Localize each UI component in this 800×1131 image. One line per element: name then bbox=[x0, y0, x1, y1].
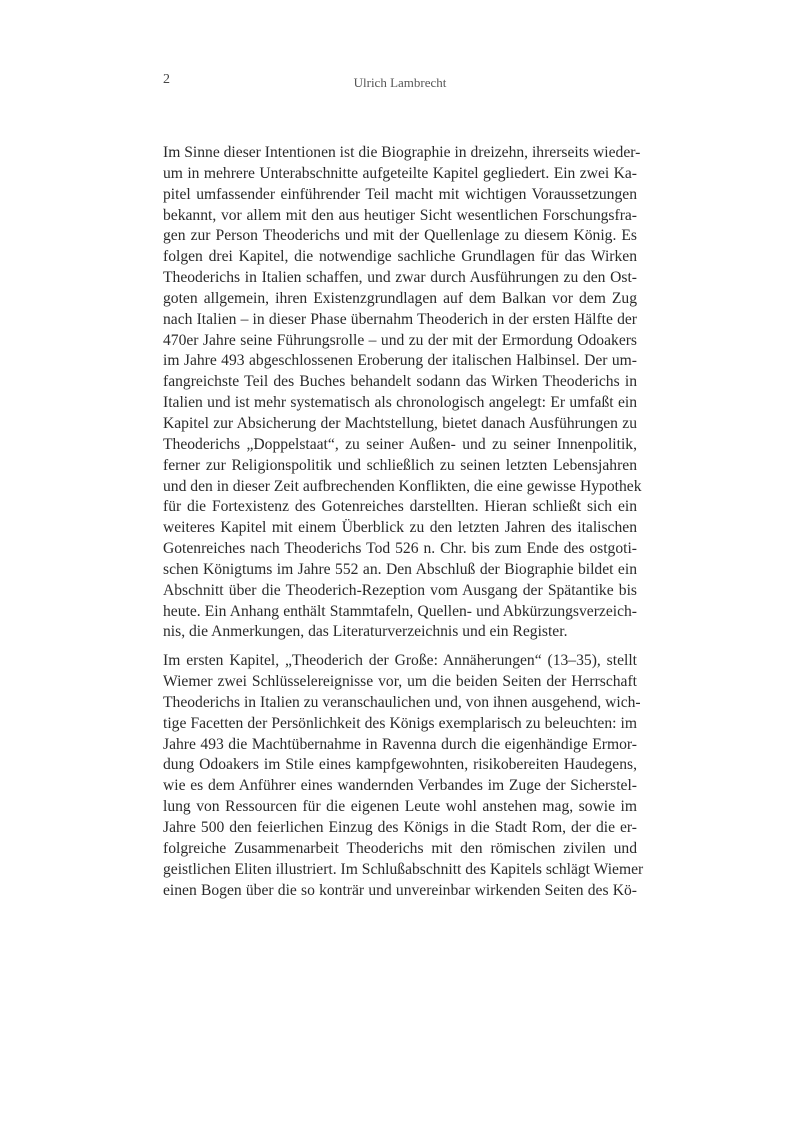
text-line: dung Odoakers im Stile eines kampfgewohnten, risikobereiten Haudegens, bbox=[163, 756, 637, 774]
text-line: folgreiche Zusammenarbeit Theoderichs mit den römischen zivilen und bbox=[163, 839, 637, 857]
text-line: nach Italien – in dieser Phase übernahm Theoderich in der ersten Hälfte der bbox=[163, 310, 637, 328]
text-line: 470er Jahre seine Führungsrolle – und zu der mit der Ermordung Odoakers bbox=[163, 331, 637, 349]
running-head-author: Ulrich Lambrecht bbox=[353, 75, 447, 90]
text-line: bekannt, vor allem mit den aus heutiger Sicht wesentlichen Forschungsfra- bbox=[163, 206, 637, 224]
text-line: folgen drei Kapitel, die notwendige sachliche Grundlagen für das Wirken bbox=[163, 248, 637, 266]
text-line: und den in dieser Zeit aufbrechenden Konflikten, die eine gewisse Hypothek bbox=[163, 477, 642, 495]
text-line: Italien und ist mehr systematisch als chronologisch angelegt: Er umfaßt ein bbox=[163, 394, 637, 412]
paragraph-first-chapter bbox=[163, 651, 644, 901]
text-line: lung von Ressourcen für die eigenen Leute wohl anstehen mag, sowie im bbox=[163, 798, 637, 816]
text-line: für die Fortexistenz des Gotenreiches darstellten. Hieran schließt sich ein bbox=[163, 498, 637, 516]
text-line: Gotenreiches nach Theoderichs Tod 526 n. Chr. bis zum Ende des ostgoti- bbox=[163, 540, 637, 558]
text-line: wie es dem Anführer eines wandernden Verbandes im Zuge der Sicherstel- bbox=[163, 777, 637, 795]
text-line: fangreichste Teil des Buches behandelt sodann das Wirken Theoderichs in bbox=[163, 373, 637, 391]
text-line: pitel umfassender einführender Teil macht mit wichtigen Voraussetzungen bbox=[163, 185, 637, 203]
text-line: geistlichen Eliten illustriert. Im Schlußabschnitt des Kapitels schlägt Wiemer bbox=[163, 860, 644, 878]
text-line: tige Facetten der Persönlichkeit des Königs exemplarisch zu beleuchten: im bbox=[163, 714, 637, 732]
text-line: goten allgemein, ihren Existenzgrundlagen auf dem Balkan vor dem Zug bbox=[163, 289, 637, 307]
body-text bbox=[163, 143, 644, 901]
text-line: nis, die Anmerkungen, das Literaturverzeichnis und ein Register. bbox=[163, 623, 568, 641]
text-line: Kapitel zur Absicherung der Machtstellung, bietet danach Ausführungen zu bbox=[163, 414, 637, 432]
text-line: schen Königtums im Jahre 552 an. Den Abschluß der Biographie bildet ein bbox=[163, 560, 637, 578]
text-line: Im Sinne dieser Intentionen ist die Biographie in dreizehn, ihrerseits wieder- bbox=[163, 144, 641, 161]
page-number: 2 bbox=[163, 72, 170, 87]
text-line: Theoderichs „Doppelstaat“, zu seiner Außen- und zu seiner Innenpolitik, bbox=[163, 435, 637, 453]
text-line: Abschnitt über die Theoderich-Rezeption vom Ausgang der Spätantike bis bbox=[163, 581, 637, 599]
text-line: gen zur Person Theoderichs und mit der Quellenlage zu diesem König. Es bbox=[163, 227, 637, 245]
text-line: Wiemer zwei Schlüsselereignisse vor, um die beiden Seiten der Herrschaft bbox=[163, 673, 637, 691]
text-line: Jahre 500 den feierlichen Einzug des Königs in die Stadt Rom, der die er- bbox=[163, 819, 637, 836]
text-line: heute. Ein Anhang enthält Stammtafeln, Quellen- und Abkürzungsverzeich- bbox=[163, 602, 637, 620]
text-line: Jahre 493 die Machtübernahme in Ravenna durch die eigenhändige Ermor- bbox=[163, 735, 637, 753]
text-line: um in mehrere Unterabschnitte aufgeteilte Kapitel gegliedert. Ein zwei Ka- bbox=[163, 164, 637, 182]
paragraph-chapter-overview bbox=[163, 143, 642, 643]
text-line: einen Bogen über die so konträr und unvereinbar wirkenden Seiten des Kö- bbox=[163, 881, 637, 899]
text-line: Theoderichs in Italien zu veranschaulichen und, von ihnen ausgehend, wich- bbox=[163, 693, 641, 711]
text-line: weiteres Kapitel mit einem Überblick zu den letzten Jahren des italischen bbox=[163, 519, 637, 537]
text-line: Theoderichs in Italien schaffen, und zwar durch Ausführungen zu den Ost- bbox=[163, 269, 637, 287]
text-line: ferner zur Religionspolitik und schließlich zu seinen letzten Lebensjahren bbox=[163, 456, 637, 474]
text-line: Im ersten Kapitel, „Theoderich der Große: Annäherungen“ (13–35), stellt bbox=[163, 652, 637, 670]
text-line: im Jahre 493 abgeschlossenen Eroberung der italischen Halbinsel. Der um- bbox=[163, 352, 637, 370]
